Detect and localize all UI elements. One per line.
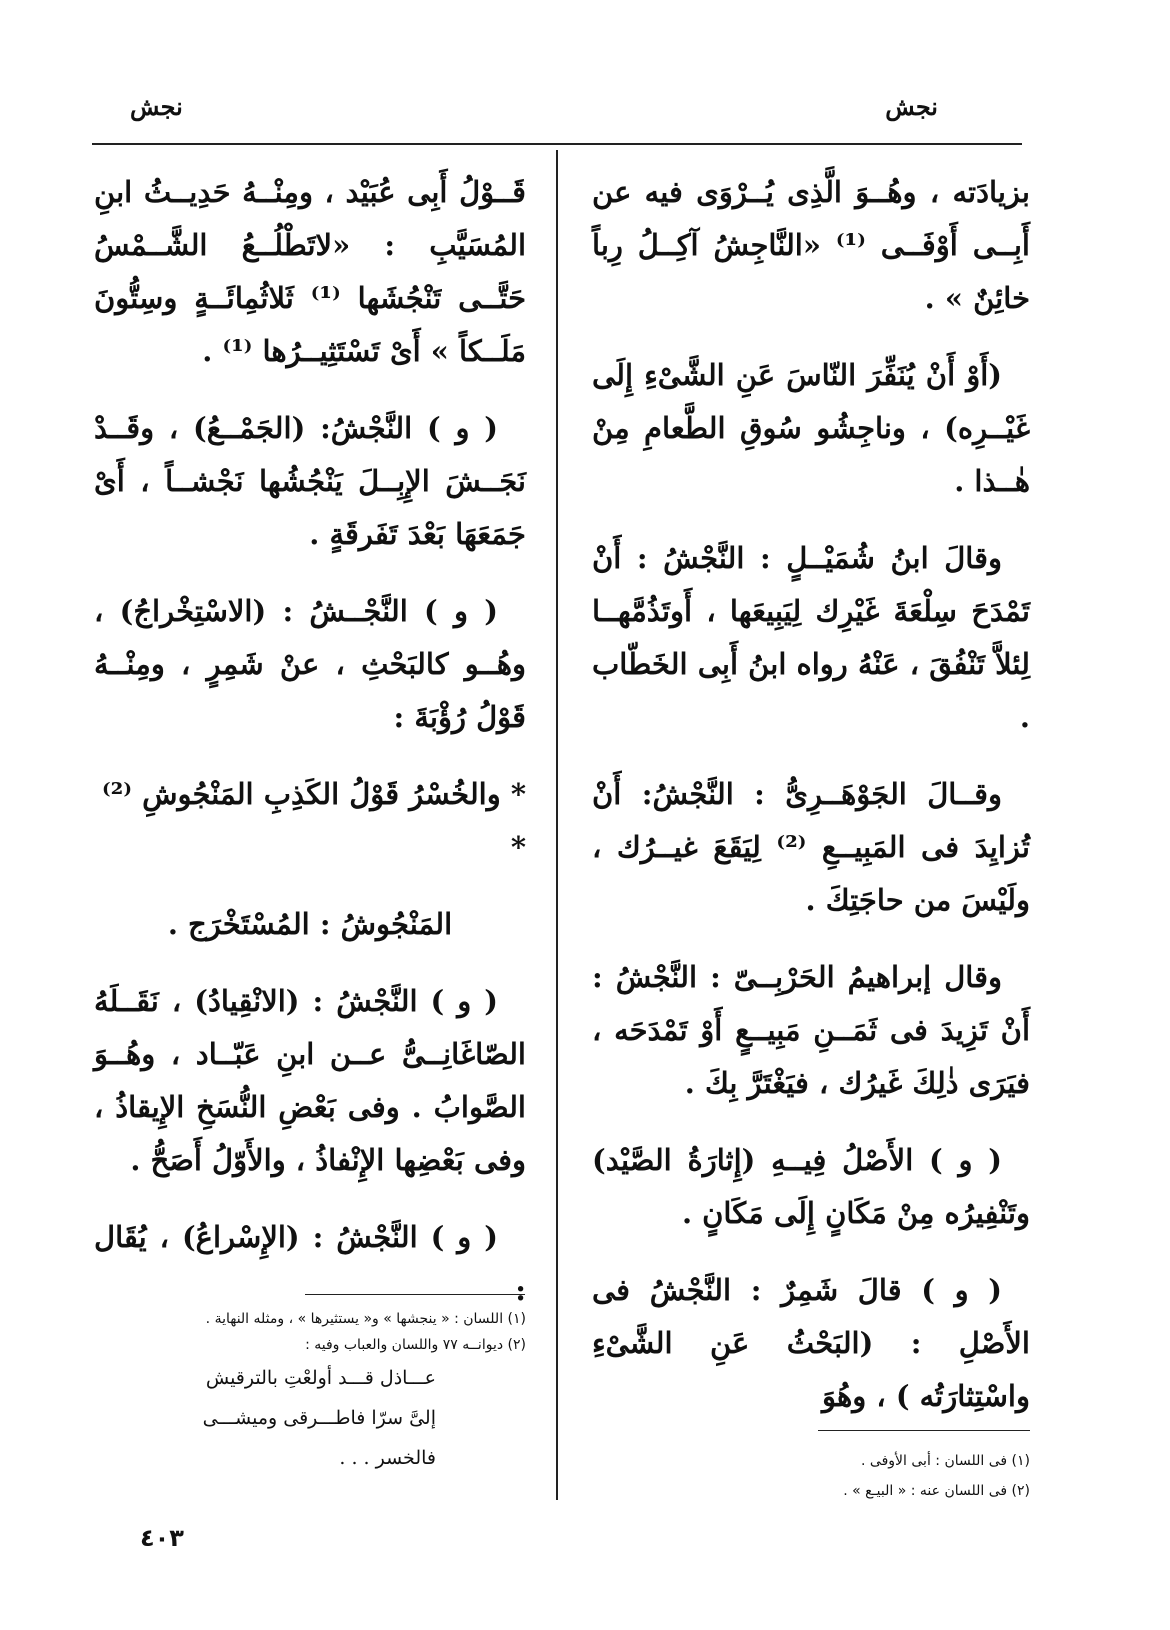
page-number: ٤٠٣ — [140, 1524, 184, 1552]
footnote-rule-left — [305, 1294, 525, 1295]
left-paragraph-1: قَــوْلُ أَبِى عُبَيْد ، ومِنْــهُ حَدِيــثُ ابنِ المُسَيَّبِ : «لاتَطْلُــعُ الشَّــمْسُ حَتَّــى تَنْجُشَها ⁽¹⁾ ثَلاثُمِائَــةٍ وسِتُّونَ مَلَــكاً » أَىْ تَسْتَثِيــرُها ⁽¹⁾ . — [94, 175, 526, 368]
footnote-right-1: (١) فى اللسان : أبى الأوفى . — [861, 1453, 1030, 1469]
header-rule — [92, 143, 1022, 145]
footnote-verse-2: إلىَّ سرّا فاطـــرقى وميشـــى — [202, 1407, 436, 1429]
right-paragraph-4: وقــالَ الجَوْهَــرِىُّ : النَّجْشُ: أَنْ تُزايِدَ فى المَبِيــعِ ⁽²⁾ لِيَقَعَ غيــرُك ، ولَيْسَ من حاجَتِكَ . — [592, 777, 1030, 917]
right-paragraph-2: (أَوْ أَنْ يُنَفِّرَ النّاسَ عَنِ الشَّىْءِ إِلَى غَيْــرِه) ، وناجِشُو سُوقِ الطَّعامِ مِنْ هٰــذا . — [592, 358, 1030, 498]
right-paragraph-3: وقالَ ابنُ شُمَيْــلٍ : النَّجْشُ : أَنْ تَمْدَحَ سِلْعَةَ غَيْرِك لِيَبِيعَها ، أَوتَذُمَّهــا لِئلاَّ تَنْفُقَ ، عَنْهُ رواه ابنُ أَبِى الخَطّاب . — [592, 541, 1030, 734]
left-paragraph-2: ( و ) النَّجْشُ: (الجَمْــعُ) ، وقَــدْ نَجَــشَ الإِبِــلَ يَنْجُشُها نَجْشــاً ، أَىْ جَمَعَهَا بَعْدَ تَفَرقَةٍ . — [94, 411, 526, 551]
footnote-right-2: (٢) فى اللسان عنه : « البيـع » . — [843, 1483, 1030, 1499]
footnotes-right — [700, 1446, 1030, 1506]
left-verse-line: * والخُسْرُ قَوْلُ الكَذِبِ المَنْجُوشِ ⁽²⁾ * — [102, 777, 526, 864]
column-divider — [556, 150, 558, 1500]
footnotes-left — [114, 1306, 526, 1478]
right-paragraph-5: وقال إبراهيمُ الحَرْبِــىّ : النَّجْشُ : أَنْ تَزِيدَ فى ثَمَــنِ مَبِيــعٍ أَوْ تَمْدَحَه ، فيَرَى ذٰلِكَ غَيرُك ، فيَغْتَرَّ بِكَ . — [592, 960, 1030, 1100]
footnote-left-2: (٢) ديوانــه ٧٧ واللسان والعباب وفيه : — [305, 1337, 526, 1353]
running-head-right: نجش — [885, 92, 938, 121]
right-paragraph-1: بزيادَته ، وهُــوَ الَّذِى يُــرْوَى فيه عن أَبِــى أَوْفَــى ⁽¹⁾ «النَّاجِشُ آكِــلُ رِباً خائِنٌ » . — [592, 175, 1030, 315]
left-gloss-line: المَنْجُوشُ : المُسْتَخْرَج . — [167, 907, 453, 941]
footnote-left-1: (١) اللسان : « ينجشها » و« يستثيرها » ، ومثله النهاية . — [205, 1311, 526, 1327]
right-column — [592, 166, 1030, 1447]
footnote-verse-3: فالخسر . . . — [339, 1447, 436, 1469]
footnote-rule-right — [818, 1430, 1030, 1431]
right-paragraph-6: ( و ) الأَصْلُ فِيــهِ (إِثارَةُ الصَّيْد) وتَنْفِيرُه مِنْ مَكَانٍ إِلَى مَكَانٍ . — [592, 1143, 1030, 1230]
left-paragraph-4: ( و ) النَّجْشُ : (الانْقِيادُ) ، نَقَــلَهُ الصّاغَانِــىُّ عــن ابنِ عَبّــاد ، وهُــوَ الصَّوابُ . وفى بَعْضِ النُّسَخِ الإِيقاذُ ، وفى بَعْضِها الإِنْفاذُ ، والأَوّلُ أَصَحُّ . — [94, 984, 526, 1177]
running-head-left: نجش — [130, 92, 183, 121]
left-paragraph-5: ( و ) النَّجْشُ : (الإِسْراعُ) ، يُقَال : — [94, 1220, 526, 1307]
right-paragraph-7: ( و ) قالَ شَمِرٌ : النَّجْشُ فى الأَصْلِ : (البَحْثُ عَنِ الشَّىْءِ واسْتِثارَتُه ) ، وهُوَ — [592, 1273, 1030, 1413]
left-column — [94, 166, 526, 1341]
footnote-verse-1: عـــاذل قـــد أولعْتِ بالترقيش — [205, 1367, 436, 1389]
left-paragraph-3: ( و ) النَّجْــشُ : (الاسْتِخْراجُ) ، وهُــو كالبَحْثِ ، عنْ شَمِرٍ ، ومِنْــهُ قَوْلُ رُؤْبَةَ : — [94, 594, 526, 734]
